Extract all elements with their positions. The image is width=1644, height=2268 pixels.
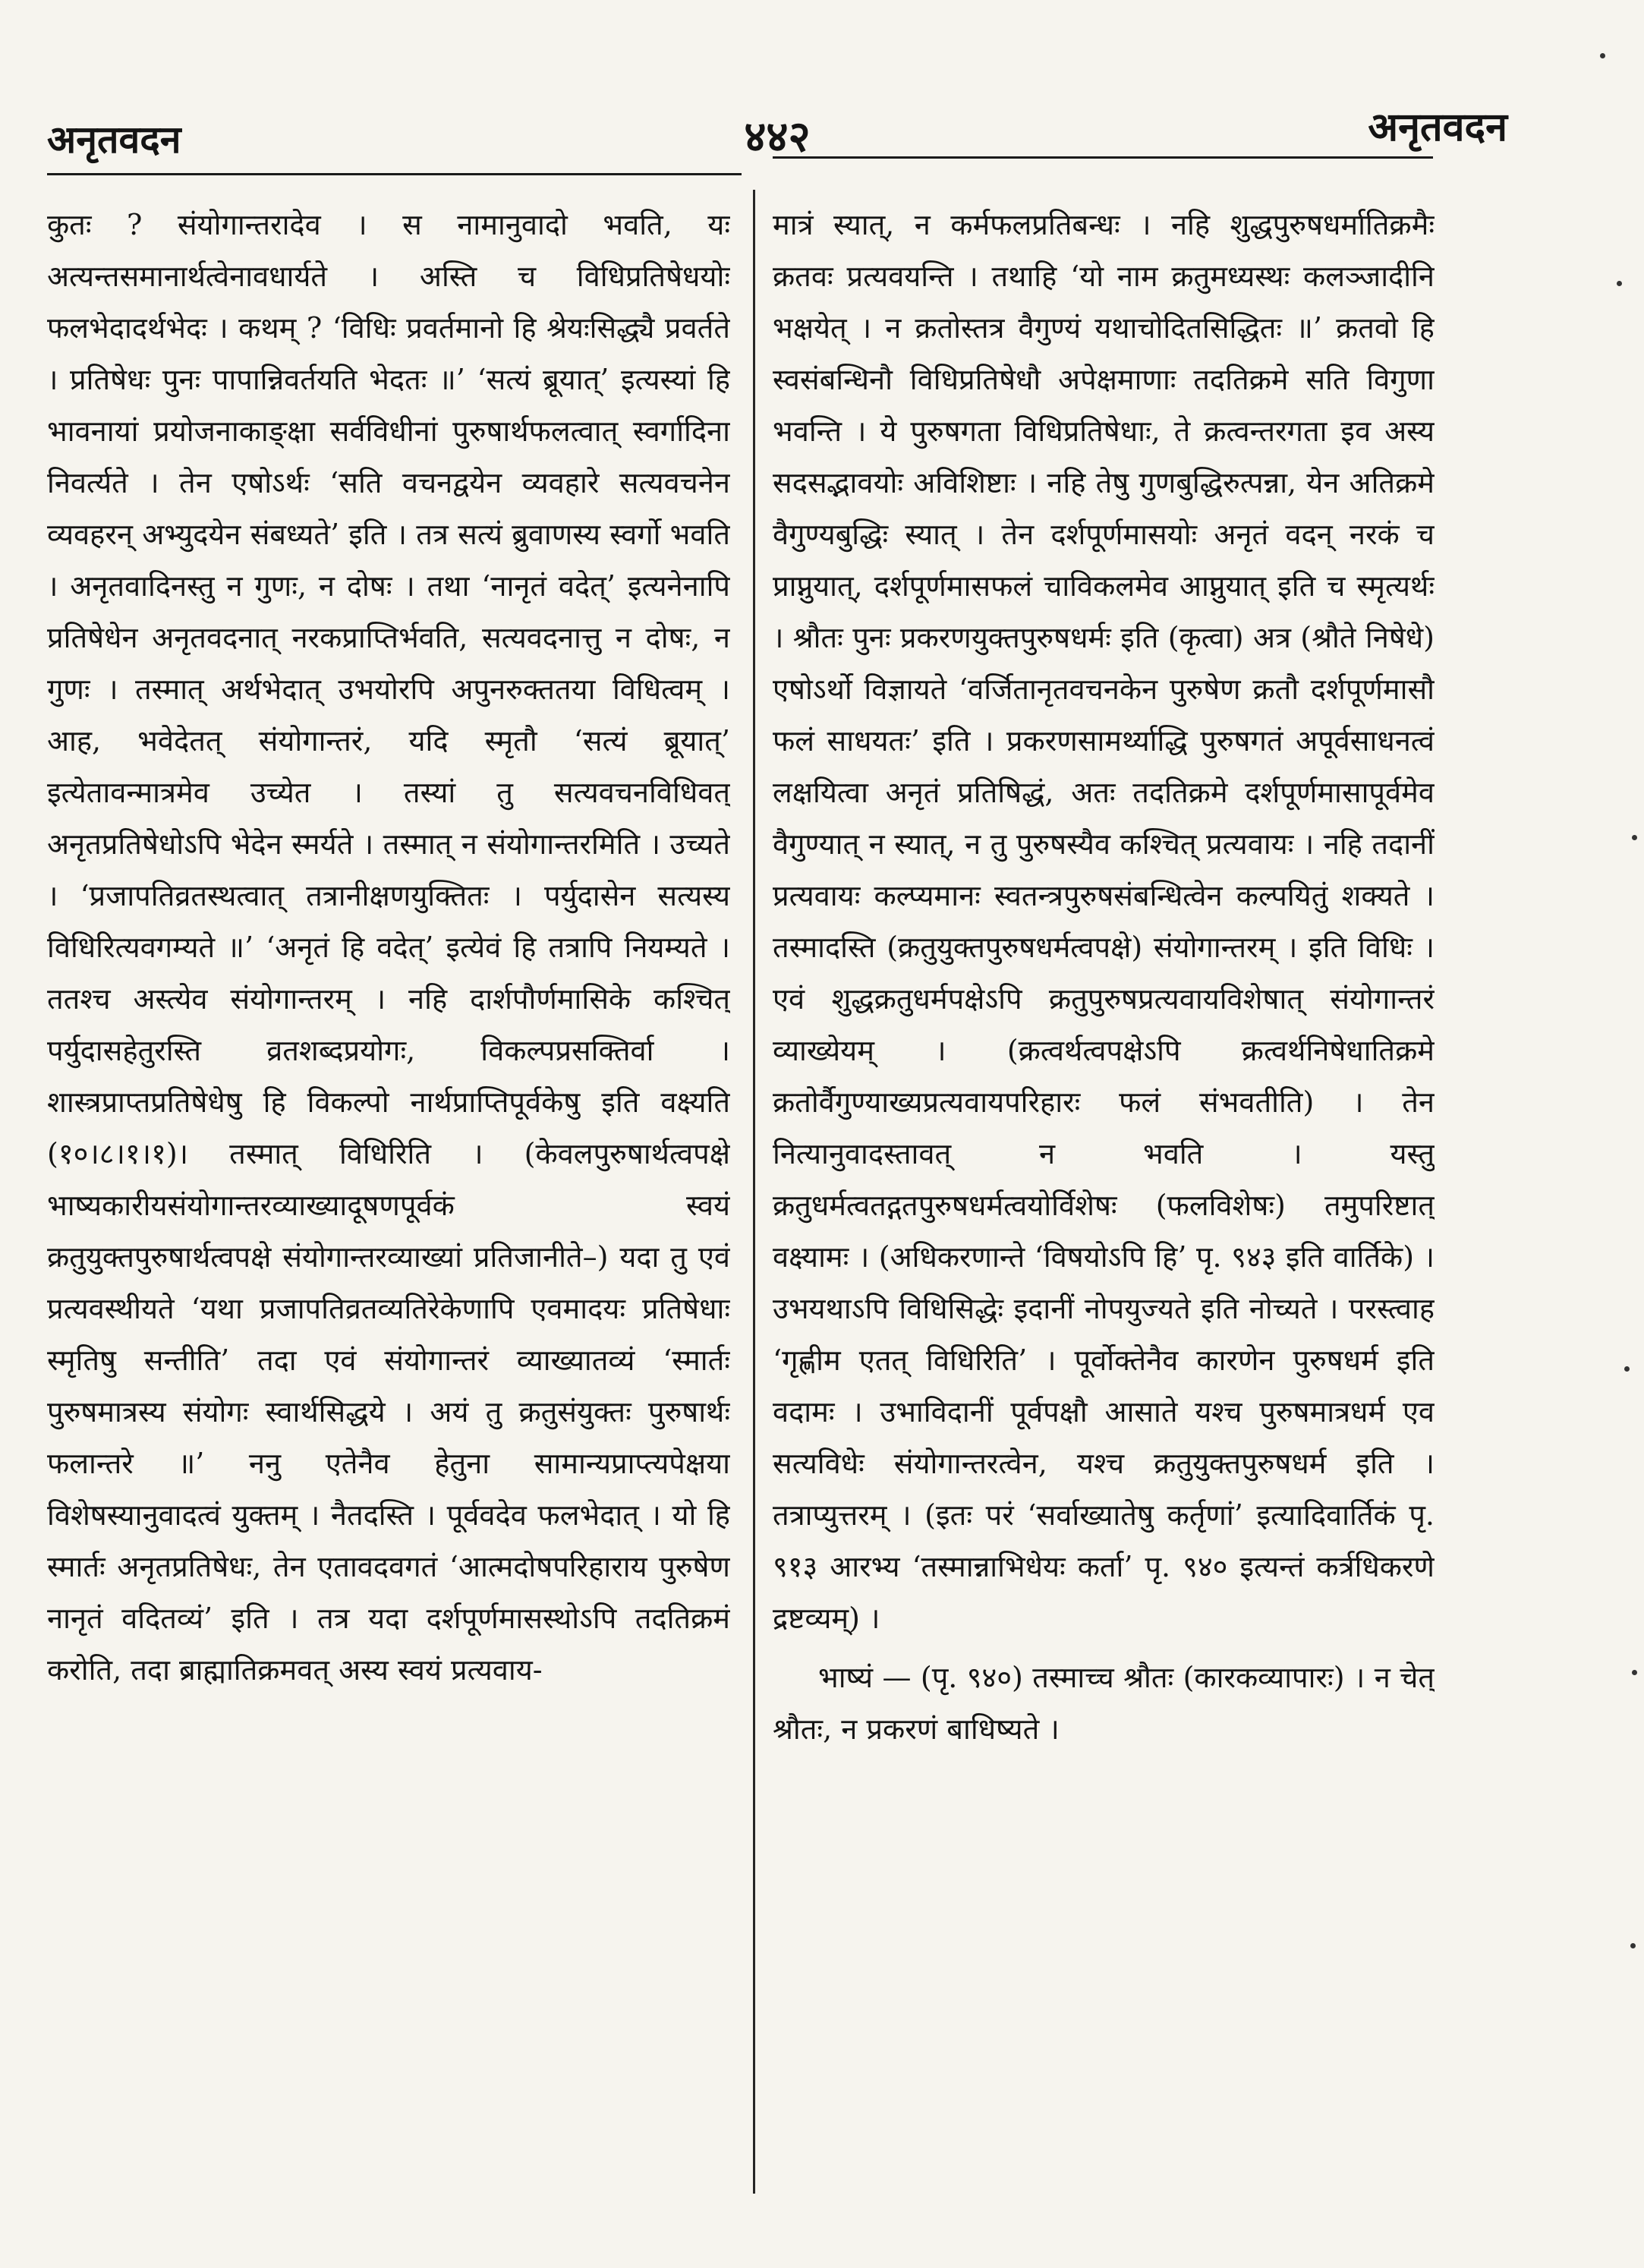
margin-speck [1632, 835, 1637, 840]
page-number: ४४२ [744, 112, 811, 162]
left-column-text: कुतः ? संयोगान्तरादेव । स नामानुवादो भवति, यः अत्यन्तसमानार्थत्वेनावधार्यते । अस्ति च विधिप्रतिषेधयोः फलभेदादर्थभेदः । कथम् ? ‘विधिः प्रवर्तमानो हि श्रेयःसिद्ध्यै प्रवर्तते । प्रतिषेधः पुनः पापान्निवर्तयति भेदतः ॥’ ‘सत्यं ब्रूयात्’ इत्यस्यां हि भावनायां प्रयोजनाकाङ्क्षा सर्वविधीनां पुरुषार्थफलत्वात् स्वर्गादिना निवर्त्यते । तेन एषोऽर्थः ‘सति वचनद्वयेन व्यवहारे सत्यवचनेन व्यवहरन् अभ्युदयेन संबध्यते’ इति । तत्र सत्यं ब्रुवाणस्य स्वर्गो भवति । अनृतवादिनस्तु न गुणः, न दोषः । तथा ‘नानृतं वदेत्’ इत्यनेनापि प्रतिषेधेन अनृतवदनात् नरकप्राप्तिर्भवति, सत्यवदनात्तु न दोषः, न गुणः । तस्मात् अर्थभेदात् उभयोरपि अपुनरुक्ततया विधित्वम् । आह, भवेदेतत् संयोगान्तरं, यदि स्मृतौ ‘सत्यं ब्रूयात्’ इत्येतावन्मात्रमेव उच्येत । तस्यां तु सत्यवचनविधिवत् अनृतप्रतिषेधोऽपि भेदेन स्मर्यते । तस्मात् न संयोगान्तरमिति । उच्यते । ‘प्रजापतिव्रतस्थत्वात् तत्रानीक्षणयुक्तितः । पर्युदासेन सत्यस्य विधिरित्यवगम्यते ॥’ ‘अनृतं हि वदेत्’ इत्येवं हि तत्रापि नियम्यते । ततश्च अस्त्येव संयोगान्तरम् । नहि दार्शपौर्णमासिके कश्चित् पर्युदासहेतुरस्ति व्रतशब्दप्रयोगः, विकल्पप्रसक्तिर्वा । शास्त्रप्राप्तप्रतिषेधेषु हि विकल्पो नार्थप्राप्तिपूर्वकेषु इति वक्ष्यति (१०।८।१।१)। तस्मात् विधिरिति । (केवलपुरुषार्थत्वपक्षे भाष्यकारीयसंयोगान्तरव्याख्यादूषणपूर्वकं स्वयं क्रतुयुक्तपुरुषार्थत्वपक्षे संयोगान्तरव्याख्यां प्रतिजानीते–) यदा तु एवं प्रत्यवस्थीयते ‘यथा प्रजापतिव्रतव्यतिरेकेणापि एवमादयः प्रतिषेधाः स्मृतिषु सन्तीति’ तदा एवं संयोगान्तरं व्याख्यातव्यं ‘स्मार्तः पुरुषमात्रस्य संयोगः स्वार्थसिद्धये । अयं तु क्रतुसंयुक्तः पुरुषार्थः फलान्तरे ॥’ ननु एतेनैव हेतुना सामान्यप्राप्त्यपेक्षया विशेषस्यानुवादत्वं युक्तम् । नैतदस्ति । पूर्ववदेव फलभेदात् । यो हि स्मार्तः अनृतप्रतिषेधः, तेन एतावदवगतं ‘आत्मदोषपरिहाराय पुरुषेण नानृतं वदितव्यं’ इति । तत्र यदा दर्शपूर्णमासस्थोऽपि तदतिक्रमं करोति, तदा ब्राह्मातिक्रमवत् अस्य स्वयं प्रत्यवाय- [47, 208, 730, 1687]
margin-speck [1630, 1943, 1636, 1948]
left-column [47, 199, 730, 2203]
right-column-text: मात्रं स्यात्, न कर्मफलप्रतिबन्धः । नहि शुद्धपुरुषधर्मातिक्रमैः क्रतवः प्रत्यवयन्ति । तथाहि ‘यो नाम क्रतुमध्यस्थः कलञ्जादीनि भक्षयेत् । न क्रतोस्तत्र वैगुण्यं यथाचोदितसिद्धितः ॥’ क्रतवो हि स्वसंबन्धिनौ विधिप्रतिषेधौ अपेक्षमाणाः तदतिक्रमे सति विगुणा भवन्ति । ये पुरुषगता विधिप्रतिषेधाः, ते क्रत्वन्तरगता इव अस्य सदसद्भावयोः अविशिष्टाः । नहि तेषु गुणबुद्धिरुत्पन्ना, येन अतिक्रमे वैगुण्यबुद्धिः स्यात् । तेन दर्शपूर्णमासयोः अनृतं वदन् नरकं च प्राप्नुयात्, दर्शपूर्णमासफलं चाविकलमेव आप्नुयात् इति च स्मृत्यर्थः । श्रौतः पुनः प्रकरणयुक्तपुरुषधर्मः इति (कृत्वा) अत्र (श्रौते निषेधे) एषोऽर्थो विज्ञायते ‘वर्जितानृतवचनकेन पुरुषेण क्रतौ दर्शपूर्णमासौ फलं साधयतः’ इति । प्रकरणसामर्थ्याद्धि पुरुषगतं अपूर्वसाधनत्वं लक्षयित्वा अनृतं प्रतिषिद्धं, अतः तदतिक्रमे दर्शपूर्णमासापूर्वमेव वैगुण्यात् न स्यात्, न तु पुरुषस्यैव कश्चित् प्रत्यवायः । नहि तदानीं प्रत्यवायः कल्प्यमानः स्वतन्त्रपुरुषसंबन्धित्वेन कल्पयितुं शक्यते । तस्मादस्ति (क्रतुयुक्तपुरुषधर्मत्वपक्षे) संयोगान्तरम् । इति विधिः । एवं शुद्धक्रतुधर्मपक्षेऽपि क्रतुपुरुषप्रत्यवायविशेषात् संयोगान्तरं व्याख्येयम् । (क्रत्वर्थत्वपक्षेऽपि क्रत्वर्थनिषेधातिक्रमे क्रतोर्वैगुण्याख्यप्रत्यवायपरिहारः फलं संभवतीति) । तेन नित्यानुवादस्तावत् न भवति । यस्तु क्रतुधर्मत्वतद्गतपुरुषधर्मत्वयोर्विशेषः (फलविशेषः) तमुपरिष्टात् वक्ष्यामः । (अधिकरणान्ते ‘विषयोऽपि हि’ पृ. ९४३ इति वार्तिके) । उभयथाऽपि विधिसिद्धेः इदानीं नोपयुज्यते इति नोच्यते । परस्त्वाह ‘गृह्णीम एतत् विधिरिति’ । पूर्वोक्तेनैव कारणेन पुरुषधर्म इति वदामः । उभाविदानीं पूर्वपक्षौ आसाते यश्च पुरुषमात्रधर्म एव सत्यविधेः संयोगान्तरत्वेन, यश्च क्रतुयुक्तपुरुषधर्म इति । तत्राप्युत्तरम् । (इतः परं ‘सर्वाख्यातेषु कर्तृणां’ इत्यादिवार्तिकं पृ. ९१३ आरभ्य ‘तस्मान्नाभिधेयः कर्ता’ पृ. ९४० इत्यन्तं कर्त्रधिकरणे द्रष्टव्यम्) । [773, 208, 1435, 1635]
margin-speck [1624, 1366, 1630, 1372]
margin-speck [1632, 1670, 1637, 1675]
header-right-title: अनृतवदन [1368, 105, 1507, 150]
header-rule-right [773, 156, 1433, 159]
margin-speck [1600, 53, 1605, 58]
column-divider [753, 190, 755, 2194]
right-column [773, 199, 1435, 2203]
bhashya-paragraph: भाष्यं — (पृ. ९४०) तस्माच्च श्रौतः (कारकव्यापारः) । न चेत् श्रौतः, न प्रकरणं बाधिष्यते । [773, 1661, 1435, 1746]
header-rule-left [47, 173, 742, 175]
margin-speck [1617, 281, 1622, 286]
header-left-title: अनृतवदन [47, 118, 181, 162]
